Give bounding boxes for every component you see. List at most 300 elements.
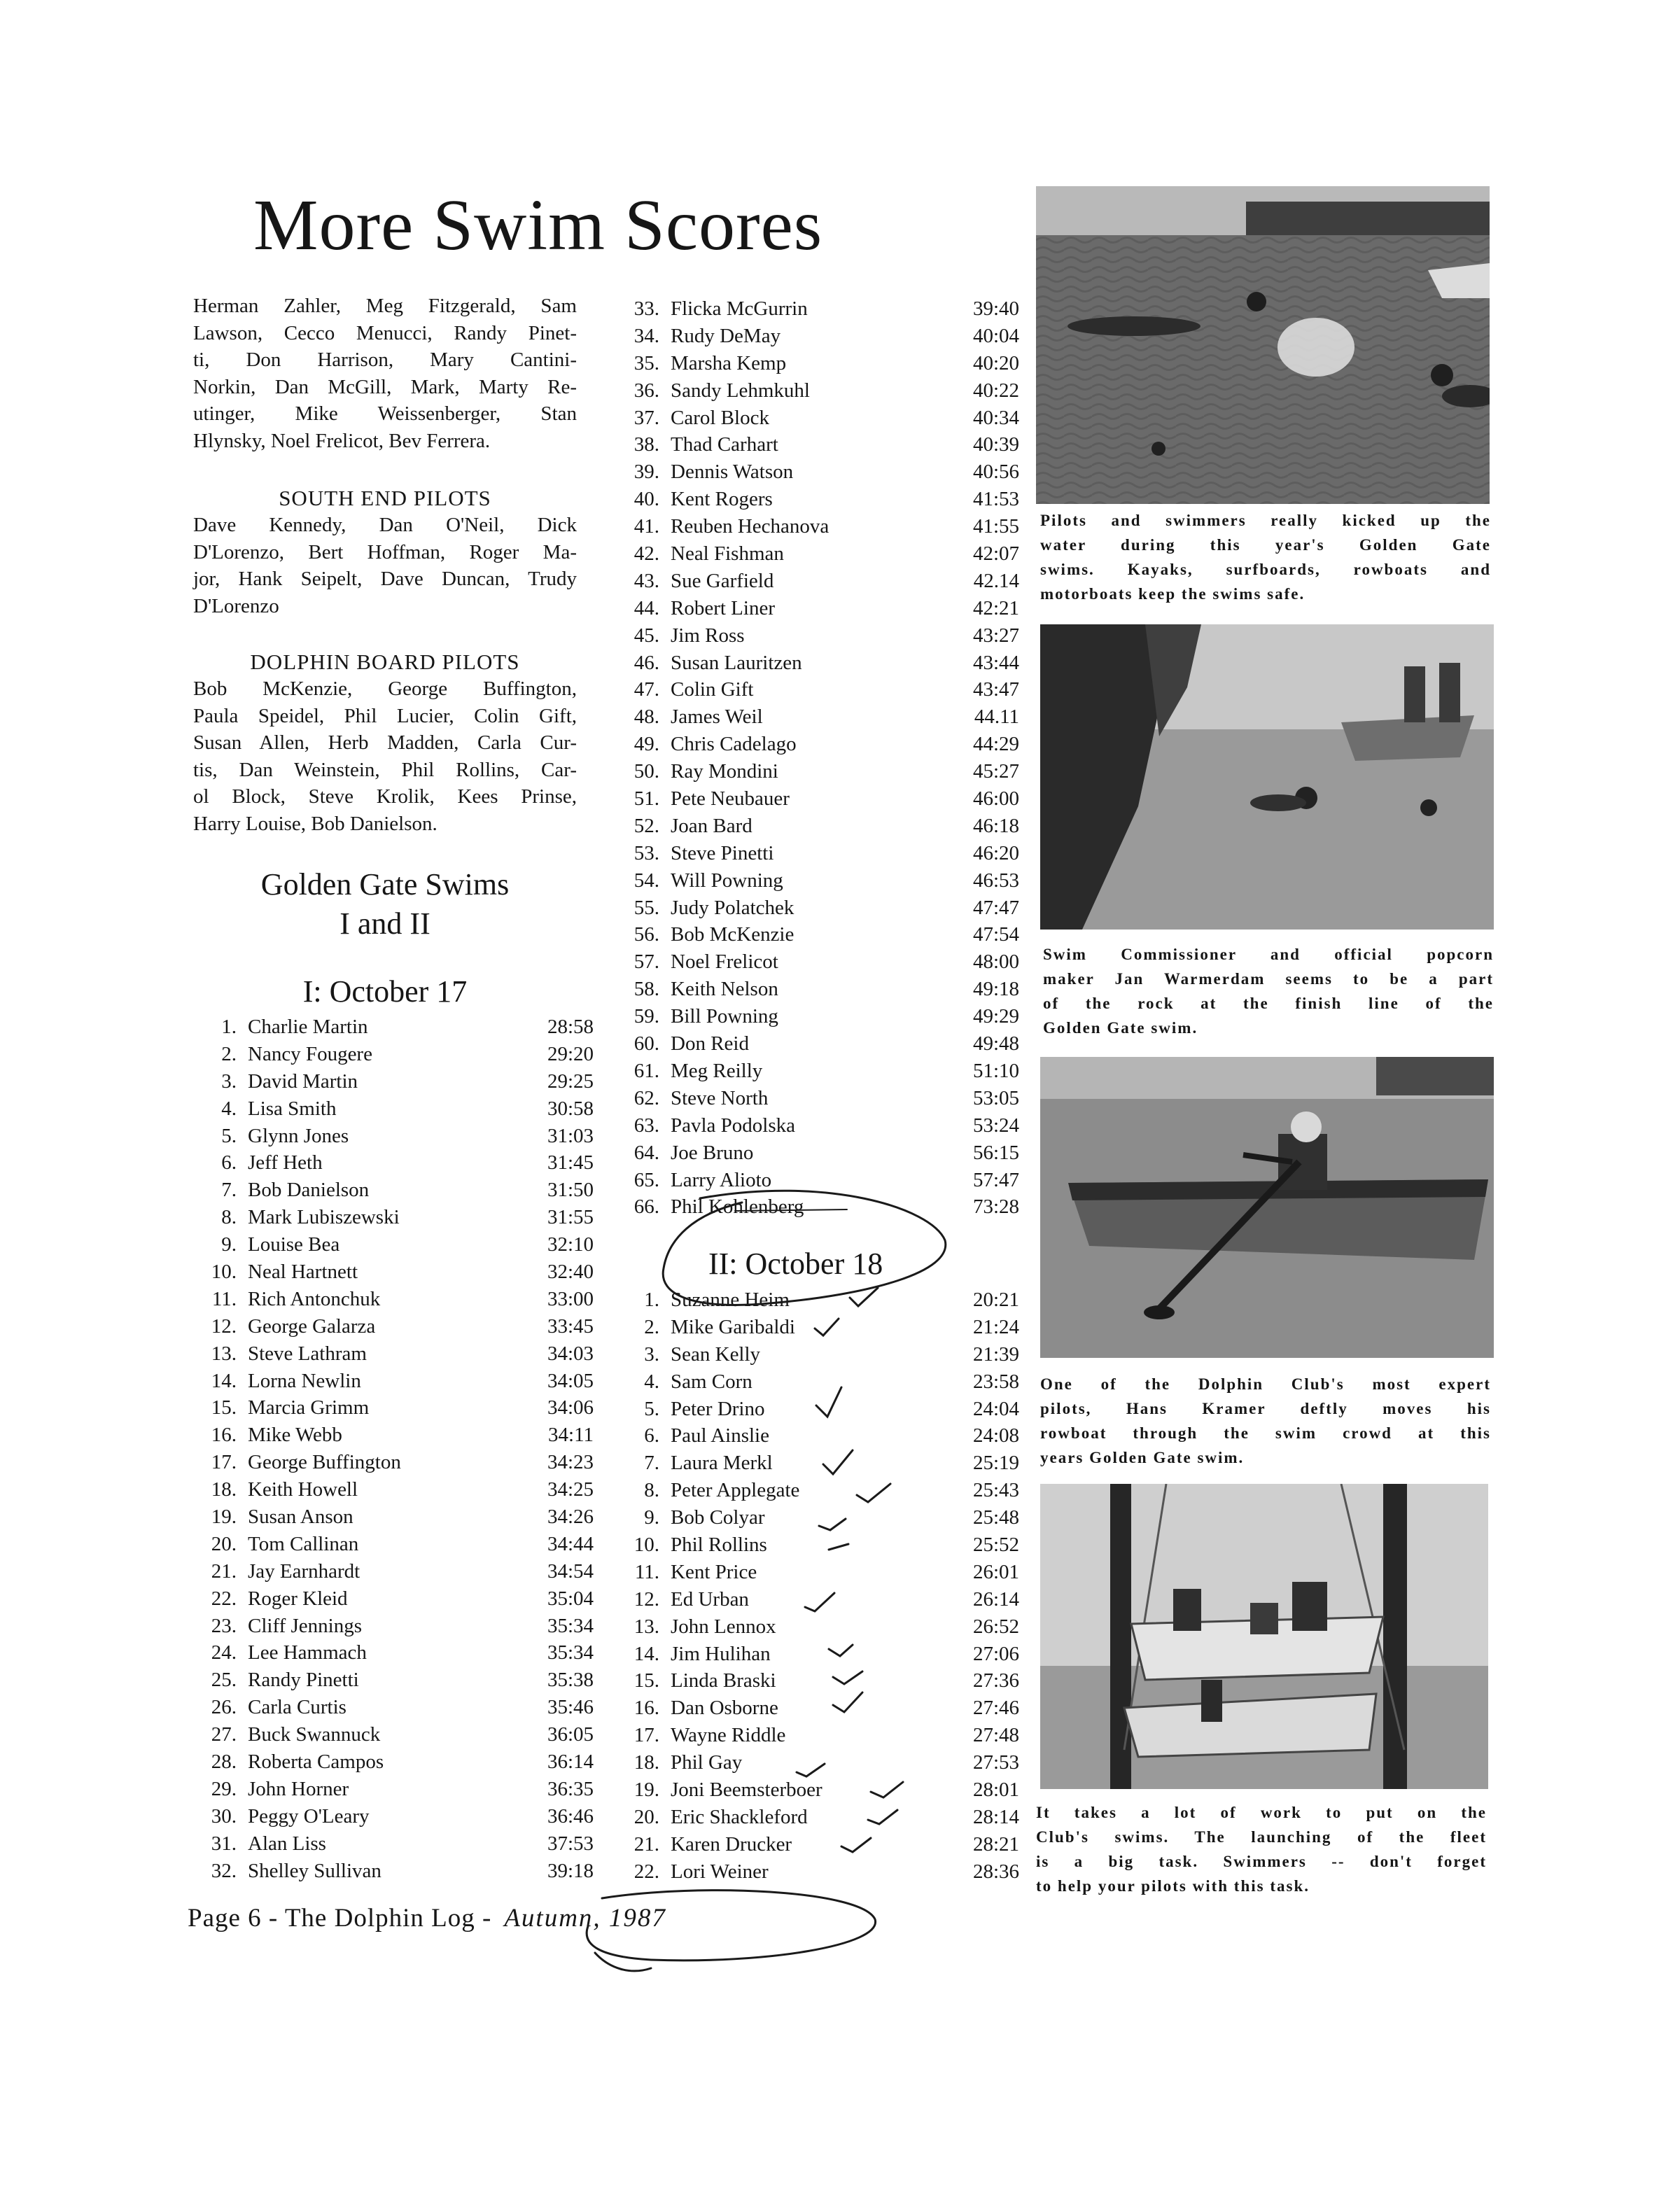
result-name: Robert Liner <box>671 596 775 619</box>
result-time: 36:14 <box>547 1751 594 1774</box>
result-rank: 40. <box>634 488 659 511</box>
result-name: Peter Drino <box>671 1397 765 1420</box>
text-line: utinger, Mike Weissenberger, Stan <box>193 402 577 425</box>
result-time: 27:46 <box>972 1697 1019 1720</box>
result-rank: 2. <box>644 1315 659 1338</box>
result-time: 49:29 <box>972 1005 1019 1028</box>
result-name: Marsha Kemp <box>671 351 787 374</box>
result-rank: 6. <box>644 1424 659 1447</box>
section-title <box>193 865 577 944</box>
result-row <box>616 1831 1019 1858</box>
result-time: 23:58 <box>972 1370 1019 1393</box>
result-name: Jim Ross <box>671 624 745 647</box>
result-rank: 26. <box>211 1696 237 1719</box>
result-name: Thad Carhart <box>671 433 778 456</box>
result-time: 57:47 <box>972 1168 1019 1191</box>
result-rank: 66. <box>634 1195 659 1219</box>
result-row <box>616 976 1019 1003</box>
result-time: 26:52 <box>972 1615 1019 1638</box>
result-time: 43:47 <box>972 678 1019 701</box>
text-line: D'Lorenzo, Bert Hoffman, Roger Ma- <box>193 540 577 563</box>
result-row <box>193 1313 594 1340</box>
result-time: 37:53 <box>547 1832 594 1855</box>
result-row <box>193 1231 594 1258</box>
result-name: Suzanne Heim <box>671 1289 790 1311</box>
caption-line: Pilots and swimmers really kicked up the <box>1040 512 1491 529</box>
result-time: 43:27 <box>972 624 1019 647</box>
result-name: Joe Bruno <box>671 1141 754 1164</box>
result-time: 30:58 <box>547 1097 594 1120</box>
result-time: 31:55 <box>547 1206 594 1229</box>
result-name: Carla Curtis <box>248 1696 346 1719</box>
result-time: 34:44 <box>547 1532 594 1555</box>
result-rank: 14. <box>634 1642 659 1665</box>
result-time: 26:01 <box>972 1560 1019 1583</box>
result-rank: 30. <box>211 1804 237 1828</box>
result-name: Wayne Riddle <box>671 1724 786 1747</box>
result-name: Kent Rogers <box>671 488 773 511</box>
result-name: Ed Urban <box>671 1587 749 1611</box>
caption-line: rowboat through the swim crowd at this <box>1040 1424 1491 1442</box>
result-name: Sam Corn <box>671 1370 752 1393</box>
swim1-heading: I: October 17 <box>302 974 468 1009</box>
result-rank: 7. <box>221 1179 237 1202</box>
result-row <box>616 1531 1019 1559</box>
result-time: 29:25 <box>547 1070 594 1093</box>
result-time: 56:15 <box>972 1141 1019 1164</box>
text-line: tis, Dan Weinstein, Phil Rollins, Car- <box>193 758 577 781</box>
result-rank: 36. <box>634 379 659 402</box>
result-name: Linda Braski <box>671 1669 776 1692</box>
result-name: Phil Gay <box>671 1751 743 1774</box>
caption-line: It takes a lot of work to put on the <box>1036 1804 1487 1821</box>
result-rank: 45. <box>634 624 659 647</box>
result-time: 35:46 <box>547 1696 594 1719</box>
text-line: Hlynsky, Noel Frelicot, Bev Ferrera. <box>193 429 491 452</box>
south-end-pilots-list <box>193 512 577 619</box>
caption-line: One of the Dolphin Club's most expert <box>1040 1375 1491 1393</box>
result-time: 33:00 <box>547 1287 594 1310</box>
dolphin-board-pilots-list <box>193 675 577 837</box>
result-name: George Galarza <box>248 1314 376 1338</box>
result-rank: 22. <box>211 1587 237 1610</box>
footer-page-label: Page 6 - The Dolphin Log - <box>188 1904 492 1933</box>
result-row <box>616 867 1019 895</box>
result-time: 28:01 <box>972 1779 1019 1802</box>
result-row <box>616 921 1019 948</box>
result-time: 34:26 <box>547 1506 594 1529</box>
result-row <box>616 1586 1019 1613</box>
result-rank: 21. <box>634 1832 659 1856</box>
result-time: 34:25 <box>547 1478 594 1501</box>
result-name: Pete Neubauer <box>671 787 790 811</box>
result-name: Steve Pinetti <box>671 841 774 864</box>
result-rank: 27. <box>211 1723 237 1746</box>
result-name: Meg Reilly <box>671 1059 763 1082</box>
result-row <box>616 758 1019 785</box>
result-row <box>616 323 1019 350</box>
result-name: Phil Rollins <box>671 1534 767 1557</box>
result-name: Steve North <box>671 1086 769 1109</box>
text-line: ol Block, Steve Krolik, Kees Prinse, <box>193 785 577 808</box>
result-name: Larry Alioto <box>671 1168 772 1191</box>
result-rank: 62. <box>634 1086 659 1109</box>
result-row <box>193 1368 594 1395</box>
result-rank: 15. <box>634 1669 659 1692</box>
result-time: 46:00 <box>972 787 1019 811</box>
result-name: Will Powning <box>671 869 783 892</box>
photo-launching-fleet <box>1040 1484 1488 1789</box>
result-name: Joan Bard <box>671 814 752 837</box>
result-row <box>193 1585 594 1613</box>
result-time: 32:40 <box>547 1261 594 1284</box>
result-row <box>616 731 1019 758</box>
result-row <box>616 895 1019 922</box>
result-rank: 50. <box>634 760 659 783</box>
text-line: D'Lorenzo <box>193 594 279 617</box>
result-rank: 35. <box>634 351 659 374</box>
result-rank: 60. <box>634 1032 659 1056</box>
photo-launching-fleet-image <box>1040 1484 1488 1789</box>
result-time: 44.11 <box>974 706 1019 729</box>
caption-launching-fleet <box>1036 1800 1487 1898</box>
result-rank: 5. <box>221 1124 237 1147</box>
result-name: Bob McKenzie <box>671 923 794 946</box>
result-time: 53:24 <box>972 1114 1019 1137</box>
result-name: Susan Lauritzen <box>671 651 802 674</box>
result-time: 35:34 <box>547 1614 594 1637</box>
caption-line: Golden Gate swim. <box>1043 1019 1198 1037</box>
result-name: Peter Applegate <box>671 1479 800 1502</box>
result-rank: 1. <box>221 1016 237 1038</box>
result-row <box>193 1476 594 1503</box>
result-rank: 19. <box>634 1779 659 1802</box>
result-rank: 56. <box>634 923 659 946</box>
result-row <box>193 1394 594 1422</box>
result-name: Tom Callinan <box>248 1532 359 1555</box>
result-time: 29:20 <box>547 1042 594 1065</box>
caption-line: is a big task. Swimmers -- don't forget <box>1036 1853 1487 1870</box>
result-row <box>193 1776 594 1803</box>
result-name: Don Reid <box>671 1032 749 1056</box>
result-name: Shelley Sullivan <box>248 1859 382 1882</box>
result-name: Carol Block <box>671 406 769 429</box>
result-row <box>616 1667 1019 1695</box>
result-rank: 15. <box>211 1396 237 1419</box>
result-rank: 51. <box>634 787 659 811</box>
result-row <box>616 650 1019 677</box>
result-time: 35:04 <box>547 1587 594 1610</box>
result-name: Sue Garfield <box>671 569 774 592</box>
result-row <box>616 1341 1019 1368</box>
result-row <box>616 1368 1019 1396</box>
caption-line: to help your pilots with this task. <box>1036 1877 1310 1895</box>
result-row <box>193 1095 594 1123</box>
result-row <box>616 703 1019 731</box>
result-rank: 17. <box>634 1724 659 1747</box>
result-time: 42.14 <box>973 569 1019 592</box>
result-time: 46:53 <box>972 869 1019 892</box>
caption-line: pilots, Hans Kramer deftly moves his <box>1040 1400 1491 1417</box>
result-rank: 57. <box>634 951 659 974</box>
result-row <box>616 948 1019 976</box>
result-rank: 5. <box>644 1397 659 1420</box>
result-row <box>193 1286 594 1313</box>
result-row <box>616 622 1019 650</box>
result-time: 40:22 <box>972 379 1019 402</box>
result-time: 47:54 <box>972 923 1019 946</box>
result-name: Dennis Watson <box>671 461 794 484</box>
result-time: 40:20 <box>972 351 1019 374</box>
result-rank: 37. <box>634 406 659 429</box>
result-name: Bob Colyar <box>671 1506 765 1529</box>
result-name: Alan Liss <box>248 1832 326 1855</box>
result-row <box>193 1803 594 1830</box>
result-rank: 20. <box>634 1805 659 1828</box>
result-rank: 42. <box>634 542 659 566</box>
result-name: Buck Swannuck <box>248 1723 381 1746</box>
result-row <box>616 1003 1019 1030</box>
result-name: Roger Kleid <box>248 1587 348 1610</box>
result-time: 27:48 <box>972 1724 1019 1747</box>
result-time: 73:28 <box>972 1195 1019 1219</box>
result-time: 48:00 <box>972 951 1019 974</box>
result-name: Pavla Podolska <box>671 1114 796 1137</box>
result-name: Jim Hulihan <box>671 1642 771 1665</box>
caption-line: Swim Commissioner and official popcorn <box>1043 946 1494 963</box>
result-rank: 7. <box>644 1452 659 1475</box>
result-row <box>616 295 1019 323</box>
text-line: Susan Allen, Herb Madden, Carla Cur- <box>193 731 577 754</box>
result-name: Lorna Newlin <box>248 1369 361 1392</box>
result-rank: 29. <box>211 1777 237 1800</box>
result-row <box>193 1503 594 1531</box>
section-title-line: Golden Gate Swims <box>260 867 510 902</box>
result-name: Mike Webb <box>248 1424 342 1447</box>
result-row <box>616 1858 1019 1886</box>
result-rank: 4. <box>644 1370 659 1393</box>
result-rank: 39. <box>634 461 659 484</box>
intro-paragraph <box>193 293 577 454</box>
result-rank: 1. <box>644 1289 659 1311</box>
result-row <box>616 1749 1019 1776</box>
result-row <box>193 1639 594 1667</box>
result-rank: 55. <box>634 896 659 919</box>
result-name: Randy Pinetti <box>248 1669 359 1692</box>
result-row <box>616 513 1019 540</box>
result-rank: 12. <box>211 1314 237 1338</box>
result-row <box>616 540 1019 568</box>
caption-line: Club's swims. The launching of the fleet <box>1036 1828 1487 1846</box>
result-time: 40:34 <box>972 406 1019 429</box>
result-name: Keith Nelson <box>671 978 778 1001</box>
result-rank: 9. <box>644 1506 659 1529</box>
result-rank: 20. <box>211 1532 237 1555</box>
result-row <box>616 1139 1019 1167</box>
result-row <box>193 1748 594 1776</box>
result-name: Noel Frelicot <box>671 951 778 974</box>
result-time: 24:04 <box>972 1397 1019 1420</box>
result-rank: 32. <box>211 1859 237 1882</box>
result-row <box>193 1721 594 1748</box>
result-time: 36:05 <box>547 1723 594 1746</box>
result-row <box>616 840 1019 867</box>
result-name: Dan Osborne <box>671 1697 778 1720</box>
result-rank: 33. <box>634 297 659 320</box>
result-name: Neal Hartnett <box>248 1261 358 1284</box>
result-rank: 49. <box>634 733 659 756</box>
result-time: 34:23 <box>547 1451 594 1474</box>
result-name: Bob Danielson <box>248 1179 370 1202</box>
result-time: 31:50 <box>547 1179 594 1202</box>
result-row <box>193 1830 594 1858</box>
result-time: 25:52 <box>972 1534 1019 1557</box>
dolphin-board-pilots-heading: DOLPHIN BOARD PILOTS <box>250 650 520 674</box>
result-name: David Martin <box>248 1070 358 1093</box>
result-time: 25:48 <box>972 1506 1019 1529</box>
result-rank: 41. <box>634 515 659 538</box>
result-name: Susan Anson <box>248 1506 354 1529</box>
result-rank: 43. <box>634 569 659 592</box>
text-line: Lawson, Cecco Menucci, Randy Pinet- <box>193 321 577 344</box>
result-rank: 23. <box>211 1614 237 1637</box>
result-row <box>616 377 1019 405</box>
text-line: Harry Louise, Bob Danielson. <box>193 812 438 835</box>
result-name: Jay Earnhardt <box>248 1559 360 1583</box>
result-rank: 8. <box>644 1479 659 1502</box>
south-end-pilots-heading: SOUTH END PILOTS <box>279 486 491 510</box>
result-time: 35:34 <box>547 1641 594 1664</box>
result-rank: 18. <box>211 1478 237 1501</box>
result-name: Peggy O'Leary <box>248 1804 370 1828</box>
result-name: Rich Antonchuk <box>248 1287 381 1310</box>
result-rank: 34. <box>634 324 659 347</box>
result-time: 25:19 <box>972 1452 1019 1475</box>
result-name: Chris Cadelago <box>671 733 797 756</box>
result-time: 49:48 <box>972 1032 1019 1056</box>
result-time: 42:21 <box>972 596 1019 619</box>
result-time: 39:40 <box>972 297 1019 320</box>
caption-line: water during this year's Golden Gate <box>1040 536 1491 554</box>
result-name: Ray Mondini <box>671 760 778 783</box>
result-row <box>616 1112 1019 1139</box>
text-line: Herman Zahler, Meg Fitzgerald, Sam <box>193 295 577 317</box>
result-rank: 58. <box>634 978 659 1001</box>
result-name: Eric Shackleford <box>671 1805 808 1828</box>
result-row <box>616 1641 1019 1668</box>
result-time: 28:36 <box>972 1860 1019 1883</box>
result-name: Glynn Jones <box>248 1124 349 1147</box>
result-name: Nancy Fougere <box>248 1042 372 1065</box>
result-name: Marcia Grimm <box>248 1396 370 1419</box>
result-time: 49:18 <box>972 978 1019 1001</box>
result-time: 20:21 <box>972 1289 1019 1311</box>
result-name: Neal Fishman <box>671 542 784 566</box>
result-row <box>616 1559 1019 1586</box>
result-rank: 8. <box>221 1206 237 1229</box>
result-row <box>616 813 1019 840</box>
result-row <box>193 1531 594 1558</box>
caption-line: motorboats keep the swims safe. <box>1040 585 1306 603</box>
result-time: 25:43 <box>972 1479 1019 1502</box>
result-row <box>616 1030 1019 1058</box>
result-rank: 12. <box>634 1587 659 1611</box>
result-time: 53:05 <box>972 1086 1019 1109</box>
result-name: Kent Price <box>671 1560 757 1583</box>
text-line: jor, Hank Seipelt, Dave Duncan, Trudy <box>193 568 577 590</box>
result-row <box>616 431 1019 458</box>
result-row <box>616 1613 1019 1641</box>
result-row <box>616 1776 1019 1804</box>
result-rank: 3. <box>644 1342 659 1366</box>
result-row <box>616 785 1019 813</box>
result-rank: 11. <box>211 1287 237 1310</box>
result-name: Charlie Martin <box>248 1016 368 1038</box>
result-row <box>616 1504 1019 1531</box>
result-name: Steve Lathram <box>248 1342 367 1365</box>
result-row <box>193 1204 594 1231</box>
result-time: 42:07 <box>972 542 1019 566</box>
result-time: 41:53 <box>972 488 1019 511</box>
result-row <box>193 1123 594 1150</box>
result-time: 27:53 <box>972 1751 1019 1774</box>
result-name: James Weil <box>671 706 763 729</box>
result-time: 28:58 <box>547 1016 594 1038</box>
result-time: 26:14 <box>972 1587 1019 1611</box>
result-rank: 9. <box>221 1233 237 1256</box>
result-rank: 18. <box>634 1751 659 1774</box>
pilots-column <box>193 293 577 1009</box>
result-rank: 17. <box>211 1451 237 1474</box>
result-rank: 4. <box>221 1097 237 1120</box>
result-rank: 14. <box>211 1369 237 1392</box>
text-line: Dave Kennedy, Dan O'Neil, Dick <box>193 514 577 536</box>
result-rank: 13. <box>211 1342 237 1365</box>
result-row <box>616 486 1019 513</box>
caption-line: maker Jan Warmerdam seems to be a part <box>1043 970 1494 988</box>
section-title-line: I and II <box>340 906 430 941</box>
text-line: Bob McKenzie, George Buffington, <box>193 678 577 700</box>
result-time: 47:47 <box>972 896 1019 919</box>
result-time: 46:18 <box>972 814 1019 837</box>
result-time: 34:06 <box>547 1396 594 1419</box>
result-time: 33:45 <box>547 1314 594 1338</box>
result-time: 40:04 <box>972 324 1019 347</box>
result-time: 24:08 <box>972 1424 1019 1447</box>
result-row <box>616 1286 1019 1314</box>
result-time: 27:06 <box>972 1642 1019 1665</box>
result-name: Lisa Smith <box>248 1097 337 1120</box>
result-row <box>616 568 1019 595</box>
result-name: Bill Powning <box>671 1005 778 1028</box>
result-row <box>616 350 1019 377</box>
result-row <box>616 1450 1019 1477</box>
result-row <box>616 405 1019 432</box>
result-name: John Lennox <box>671 1615 776 1638</box>
result-time: 39:18 <box>547 1859 594 1882</box>
result-time: 21:39 <box>972 1342 1019 1366</box>
result-rank: 65. <box>634 1168 659 1191</box>
result-name: Lori Weiner <box>671 1860 769 1883</box>
caption-hans-kramer <box>1040 1372 1491 1470</box>
result-rank: 63. <box>634 1114 659 1137</box>
page-footer <box>188 1901 666 1936</box>
result-time: 45:27 <box>972 760 1019 783</box>
page-title: More Swim Scores <box>253 185 823 265</box>
result-row <box>193 1041 594 1068</box>
result-row <box>193 1558 594 1585</box>
result-time: 34:54 <box>547 1559 594 1583</box>
